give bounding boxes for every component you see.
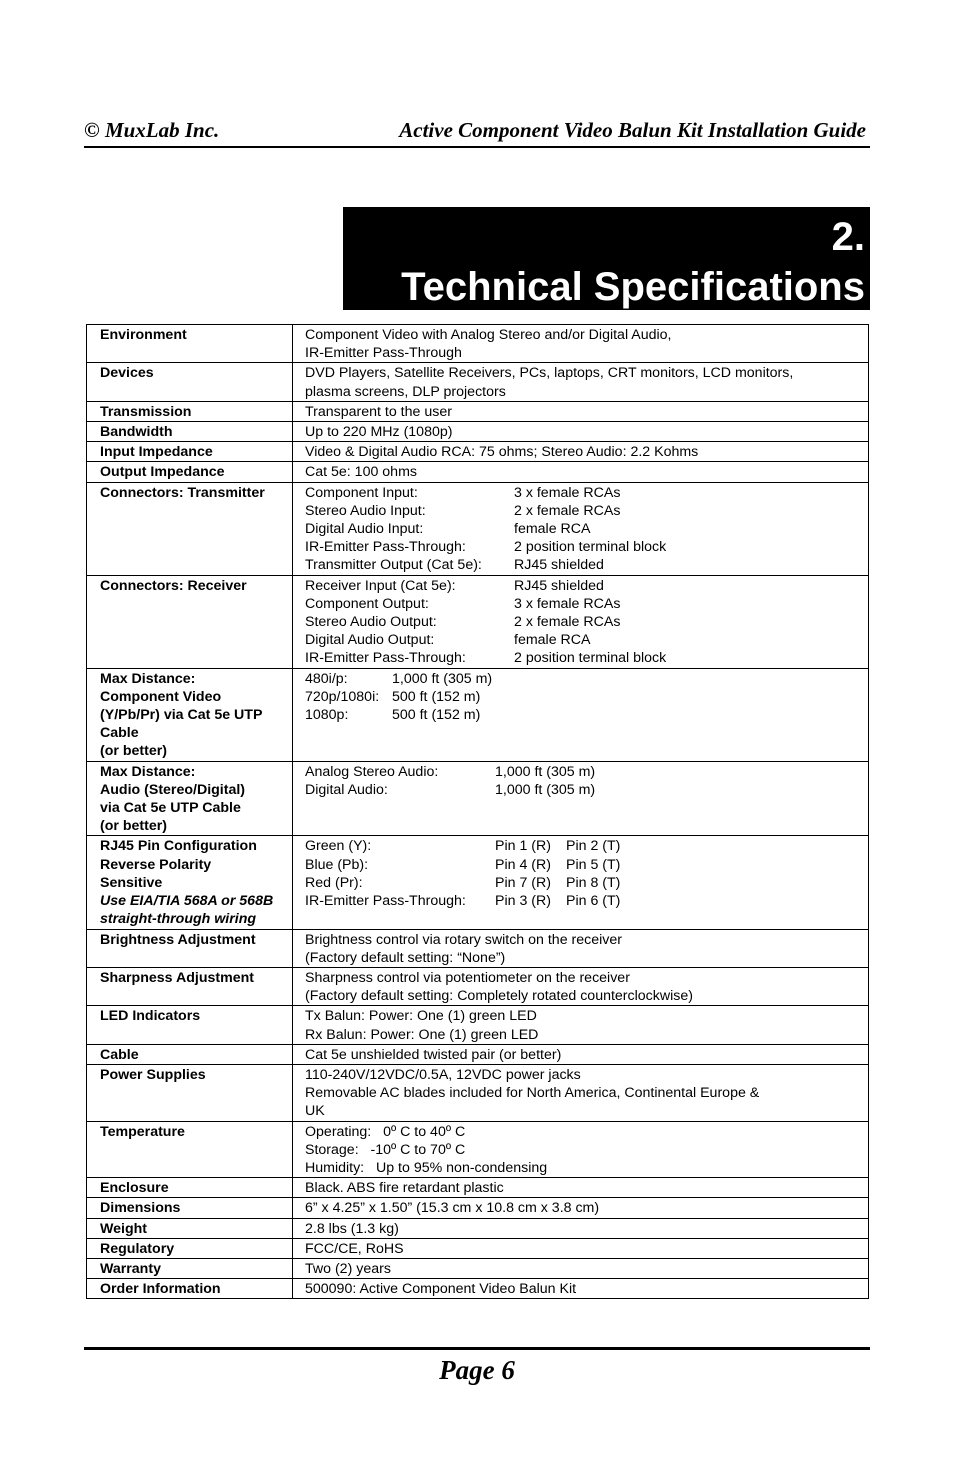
pin-r: Pin 7 (R): [495, 874, 551, 891]
pin-r: Pin 3 (R): [495, 893, 551, 910]
sub-value: 3 x female RCAs: [514, 484, 621, 501]
sub-value: RJ45 shielded: [514, 557, 604, 574]
spec-label: [87, 836, 293, 929]
spec-value: [293, 575, 869, 668]
spec-label: [87, 668, 293, 761]
spec-value: Up to 220 MHz (1080p): [293, 422, 869, 442]
pin-r: Pin 1 (R): [495, 838, 551, 855]
section-title-block: [343, 207, 870, 310]
sub-label: IR-Emitter Pass-Through:: [305, 539, 466, 556]
sub-label: Humidity:: [305, 1159, 365, 1176]
spec-value: Black. ABS fire retardant plastic: [293, 1178, 869, 1198]
sub-value: 2 position terminal block: [514, 539, 667, 556]
spec-value-line: IR-Emitter Pass-Through: [305, 345, 462, 362]
spec-value-line: plasma screens, DLP projectors: [305, 383, 506, 400]
sub-value: 0º C to 40º C: [383, 1123, 466, 1140]
spec-value-line: 110-240V/12VDC/0.5A, 12VDC power jacks: [305, 1066, 581, 1083]
sub-label: Transmitter Output (Cat 5e):: [305, 557, 482, 574]
spec-label-line: Max Distance:: [100, 670, 196, 687]
spec-value: [293, 1006, 869, 1044]
header-copyright: © MuxLab Inc.: [84, 118, 220, 142]
table-row: [87, 442, 869, 462]
spec-label: Dimensions: [87, 1198, 293, 1218]
sub-label: 1080p:: [305, 707, 349, 724]
sub-value: 500 ft (152 m): [392, 707, 481, 724]
table-row: [87, 1258, 869, 1278]
spec-value: Transparent to the user: [293, 401, 869, 421]
sub-label: Operating:: [305, 1123, 372, 1140]
pin-t: Pin 2 (T): [566, 838, 621, 855]
sub-label: Green (Y):: [305, 838, 372, 855]
spec-label-note: straight-through wiring: [100, 911, 257, 928]
spec-label: Connectors: Receiver: [87, 575, 293, 668]
spec-label-line: Audio (Stereo/Digital): [100, 781, 246, 798]
spec-value: [293, 668, 869, 761]
sub-label: Stereo Audio Input:: [305, 502, 426, 519]
spec-value-line: Rx Balun: Power: One (1) green LED: [305, 1026, 539, 1043]
spec-label: Cable: [87, 1044, 293, 1064]
table-row: [87, 1178, 869, 1198]
sub-value: Up to 95% non-condensing: [375, 1159, 548, 1176]
spec-label: Enclosure: [87, 1178, 293, 1198]
spec-value-line: Brightness control via rotary switch on the receiver: [305, 931, 622, 948]
sub-value: 2 x female RCAs: [514, 502, 621, 519]
table-row: [87, 668, 869, 761]
spec-value: Video & Digital Audio RCA: 75 ohms; Stereo Audio: 2.2 Kohms: [293, 442, 869, 462]
table-row: [87, 462, 869, 482]
section-title: Technical Specifications: [401, 265, 865, 309]
sub-value: 2 x female RCAs: [514, 614, 621, 631]
sub-label: Digital Audio Input:: [305, 521, 424, 538]
spec-value-line: Tx Balun: Power: One (1) green LED: [305, 1008, 537, 1025]
spec-label: LED Indicators: [87, 1006, 293, 1044]
spec-label: Connectors: Transmitter: [87, 482, 293, 575]
sub-label: Digital Audio Output:: [305, 632, 435, 649]
sub-value: female RCA: [514, 521, 591, 538]
table-row: [87, 1044, 869, 1064]
page-header: [84, 116, 870, 148]
spec-label: Input Impedance: [87, 442, 293, 462]
spec-label: Order Information: [87, 1279, 293, 1299]
spec-value: [293, 836, 869, 929]
table-row: [87, 929, 869, 967]
table-row: [87, 363, 869, 401]
section-number: 2.: [831, 215, 865, 259]
spec-label: Warranty: [87, 1258, 293, 1278]
spec-subgrid: [305, 837, 864, 910]
sub-value: 500 ft (152 m): [392, 688, 481, 705]
table-row: [87, 967, 869, 1005]
spec-value: Two (2) years: [293, 1258, 869, 1278]
spec-value-line: [305, 1159, 864, 1177]
table-row: [87, 1238, 869, 1258]
sub-label: 480i/p:: [305, 670, 348, 687]
spec-value: 6” x 4.25” x 1.50” (15.3 cm x 10.8 cm x 3.8 cm): [293, 1198, 869, 1218]
table-row: [87, 401, 869, 421]
table-row: [87, 1198, 869, 1218]
spec-value-line: (Factory default setting: Completely rotated counterclockwise): [305, 988, 693, 1005]
spec-label: Environment: [87, 325, 293, 363]
spec-value: 2.8 lbs (1.3 kg): [293, 1218, 869, 1238]
sub-label: Blue (Pb):: [305, 856, 369, 873]
spec-label-line: (or better): [100, 743, 167, 760]
sub-label: IR-Emitter Pass-Through:: [305, 650, 466, 667]
spec-value-line: [305, 1141, 864, 1159]
spec-label: Sharpness Adjustment: [87, 967, 293, 1005]
pin-t: Pin 6 (T): [566, 893, 621, 910]
table-row: [87, 1121, 869, 1178]
spec-label: Brightness Adjustment: [87, 929, 293, 967]
sub-label: Digital Audio:: [305, 781, 388, 798]
spec-value: 500090: Active Component Video Balun Kit: [293, 1279, 869, 1299]
table-row: [87, 1218, 869, 1238]
spec-label-line: (Y/Pb/Pr) via Cat 5e UTP: [100, 707, 263, 724]
spec-value: FCC/CE, RoHS: [293, 1238, 869, 1258]
table-row: [87, 422, 869, 442]
table-row: [87, 325, 869, 363]
spec-subgrid: [305, 484, 864, 575]
spec-value-line: DVD Players, Satellite Receivers, PCs, laptops, CRT monitors, LCD monitors,: [305, 365, 794, 382]
spec-value: [293, 482, 869, 575]
spec-value: [293, 1121, 869, 1178]
spec-value: [293, 325, 869, 363]
spec-label-line: Sensitive: [100, 874, 163, 891]
spec-label: [87, 761, 293, 836]
sub-value: -10º C to 70º C: [370, 1141, 466, 1158]
sub-label: Component Input:: [305, 484, 418, 501]
spec-label: Temperature: [87, 1121, 293, 1178]
spec-value: [293, 761, 869, 836]
sub-label: Storage:: [305, 1141, 359, 1158]
spec-subgrid: [305, 763, 864, 799]
spec-label-line: Component Video: [100, 688, 222, 705]
sub-label: Component Output:: [305, 595, 429, 612]
sub-value: female RCA: [514, 632, 591, 649]
sub-value: 1,000 ft (305 m): [495, 763, 596, 780]
spec-value-line: UK: [305, 1103, 325, 1120]
spec-value: Cat 5e: 100 ohms: [293, 462, 869, 482]
spec-value-line: Sharpness control via potentiometer on the receiver: [305, 969, 630, 986]
sub-label: Receiver Input (Cat 5e):: [305, 577, 456, 594]
spec-label: Devices: [87, 363, 293, 401]
table-row: [87, 482, 869, 575]
spec-subgrid: [305, 670, 864, 725]
sub-label: IR-Emitter Pass-Through:: [305, 893, 466, 910]
table-row: [87, 1279, 869, 1299]
spec-value: [293, 967, 869, 1005]
pin-r: Pin 4 (R): [495, 856, 551, 873]
header-doc-title: Active Component Video Balun Kit Installation Guide: [399, 118, 866, 142]
table-row: [87, 575, 869, 668]
spec-subgrid: [305, 577, 864, 668]
spec-value: Cat 5e unshielded twisted pair (or better): [293, 1044, 869, 1064]
table-row: [87, 1006, 869, 1044]
sub-value: 2 position terminal block: [514, 650, 667, 667]
sub-value: 1,000 ft (305 m): [392, 670, 493, 687]
page-number: Page 6: [439, 1355, 515, 1385]
spec-label: Power Supplies: [87, 1064, 293, 1121]
spec-label: Output Impedance: [87, 462, 293, 482]
specifications-table: [86, 324, 869, 1299]
sub-value: RJ45 shielded: [514, 577, 604, 594]
spec-value-line: Removable AC blades included for North America, Continental Europe &: [305, 1085, 760, 1102]
sub-label: 720p/1080i:: [305, 688, 380, 705]
spec-label: Transmission: [87, 401, 293, 421]
spec-value-line: [305, 1123, 864, 1141]
sub-value: 1,000 ft (305 m): [495, 781, 596, 798]
spec-value: [293, 363, 869, 401]
sub-label: Stereo Audio Output:: [305, 614, 437, 631]
footer-rule: [84, 1347, 870, 1350]
spec-label: Regulatory: [87, 1238, 293, 1258]
spec-value: [293, 929, 869, 967]
spec-value-line: Component Video with Analog Stereo and/or Digital Audio,: [305, 327, 672, 343]
spec-label-line: Cable: [100, 725, 139, 742]
spec-value-line: (Factory default setting: “None”): [305, 949, 506, 966]
sub-label: Red (Pr):: [305, 874, 363, 891]
spec-label-note: Use EIA/TIA 568A or 568B: [100, 893, 274, 910]
pin-t: Pin 8 (T): [566, 874, 621, 891]
spec-label: Bandwidth: [87, 422, 293, 442]
spec-label-line: Reverse Polarity: [100, 856, 212, 873]
spec-label-line: (or better): [100, 818, 167, 835]
table-row: [87, 836, 869, 929]
spec-label-line: RJ45 Pin Configuration: [100, 838, 257, 855]
table-row: [87, 761, 869, 836]
spec-value: [293, 1064, 869, 1121]
table-row: [87, 1064, 869, 1121]
spec-label: Weight: [87, 1218, 293, 1238]
sub-label: Analog Stereo Audio:: [305, 763, 439, 780]
spec-label-line: Max Distance:: [100, 763, 196, 780]
sub-value: 3 x female RCAs: [514, 595, 621, 612]
pin-t: Pin 5 (T): [566, 856, 621, 873]
spec-label-line: via Cat 5e UTP Cable: [100, 800, 241, 817]
